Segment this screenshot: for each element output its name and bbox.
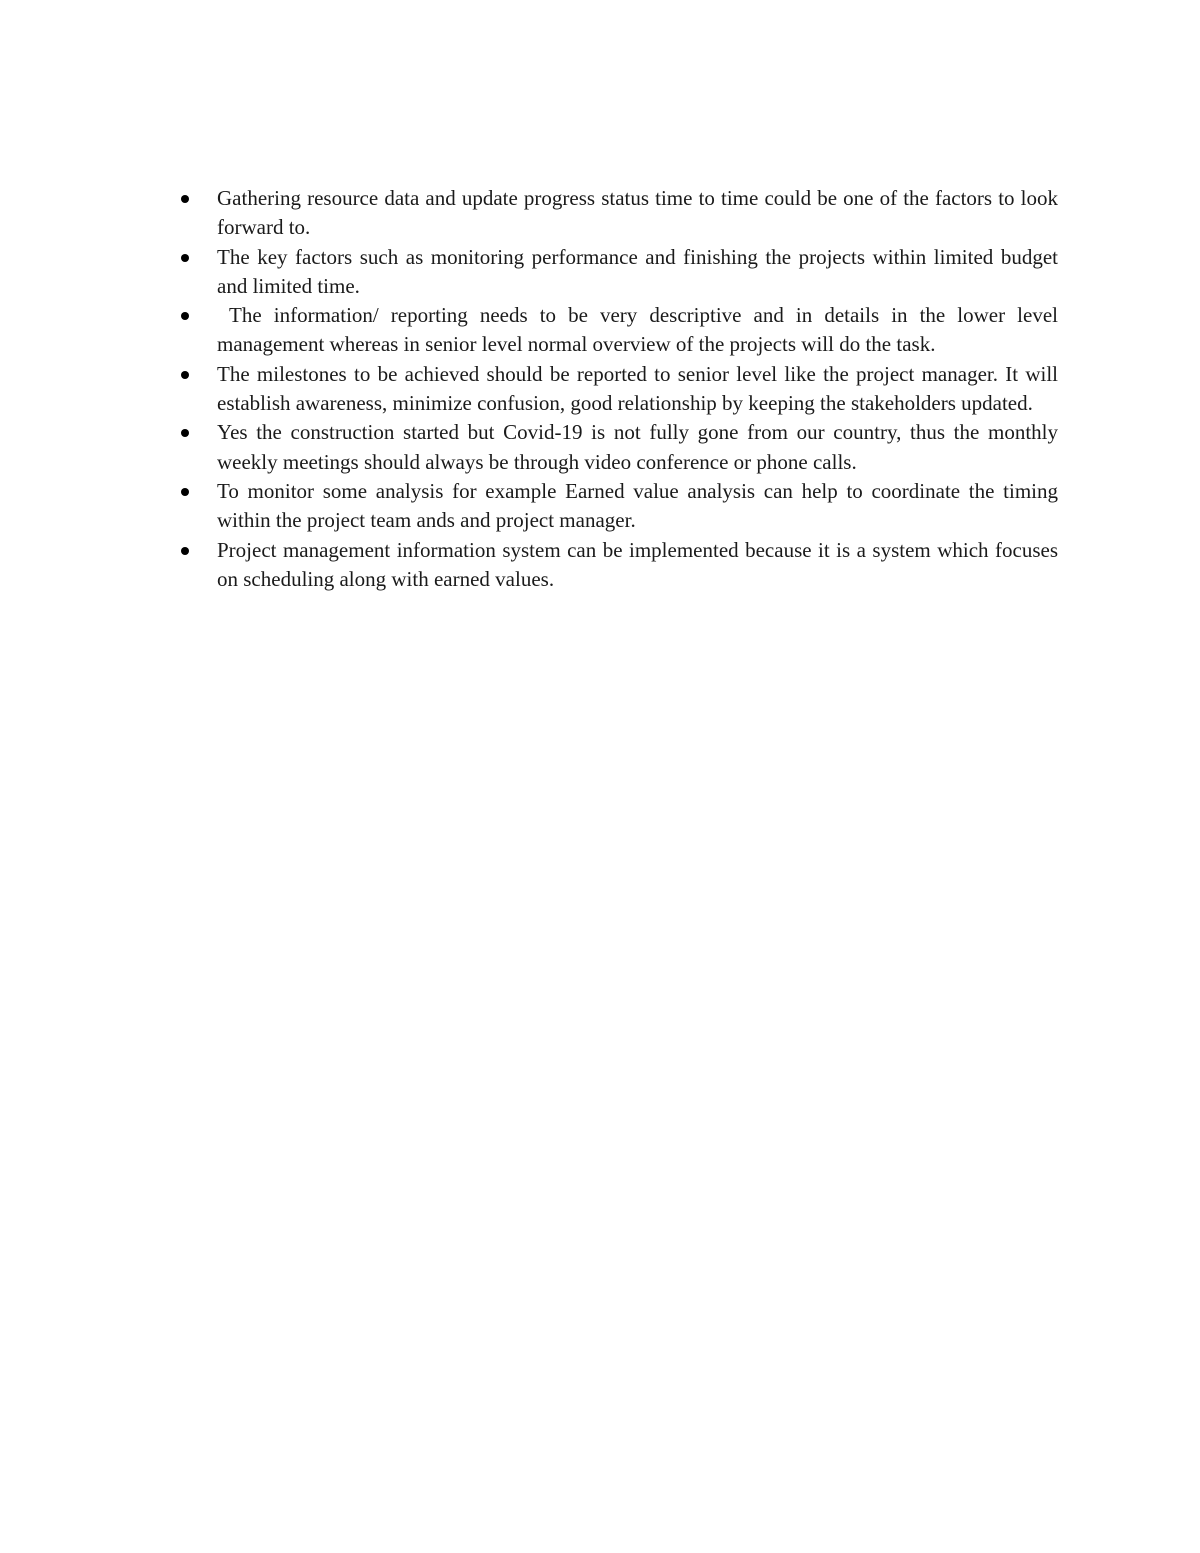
bullet-text: The information/ reporting needs to be very descriptive and in details in the lower level management whereas in senior level normal overview of the projects will do the task. <box>217 303 1058 357</box>
bullet-text: Gathering resource data and update progress status time to time could be one of the factors to look forward to. <box>217 186 1058 240</box>
list-item <box>178 360 1058 419</box>
bullet-icon <box>181 488 189 496</box>
bullet-icon <box>181 429 189 437</box>
bullet-text: The milestones to be achieved should be reported to senior level like the project manager. It will establish awareness, minimize confusion, good relationship by keeping the stakeholders updated. <box>217 361 1058 416</box>
bullet-icon <box>181 254 189 262</box>
list-item <box>178 301 1058 360</box>
list-item <box>178 184 1058 243</box>
list-item <box>178 477 1058 536</box>
list-item <box>178 536 1058 595</box>
bullet-text: The key factors such as monitoring performance and finishing the projects within limited budget and limited time. <box>217 244 1058 298</box>
bullet-text: Project management information system can be implemented because it is a system which focuses on scheduling along with earned values. <box>217 537 1058 591</box>
bullet-text: Yes the construction started but Covid-19 is not fully gone from our country, thus the monthly weekly meetings should always be through video conference or phone calls. <box>217 420 1058 474</box>
bullet-icon <box>181 195 189 203</box>
list-item <box>178 418 1058 477</box>
bullet-text: To monitor some analysis for example Earned value analysis can help to coordinate the timing within the project team ands and project manager. <box>217 478 1058 533</box>
bullet-icon <box>181 371 189 379</box>
bullet-icon <box>181 547 189 555</box>
bullet-icon <box>181 312 189 320</box>
list-item <box>178 243 1058 302</box>
bullet-list <box>178 184 1058 594</box>
